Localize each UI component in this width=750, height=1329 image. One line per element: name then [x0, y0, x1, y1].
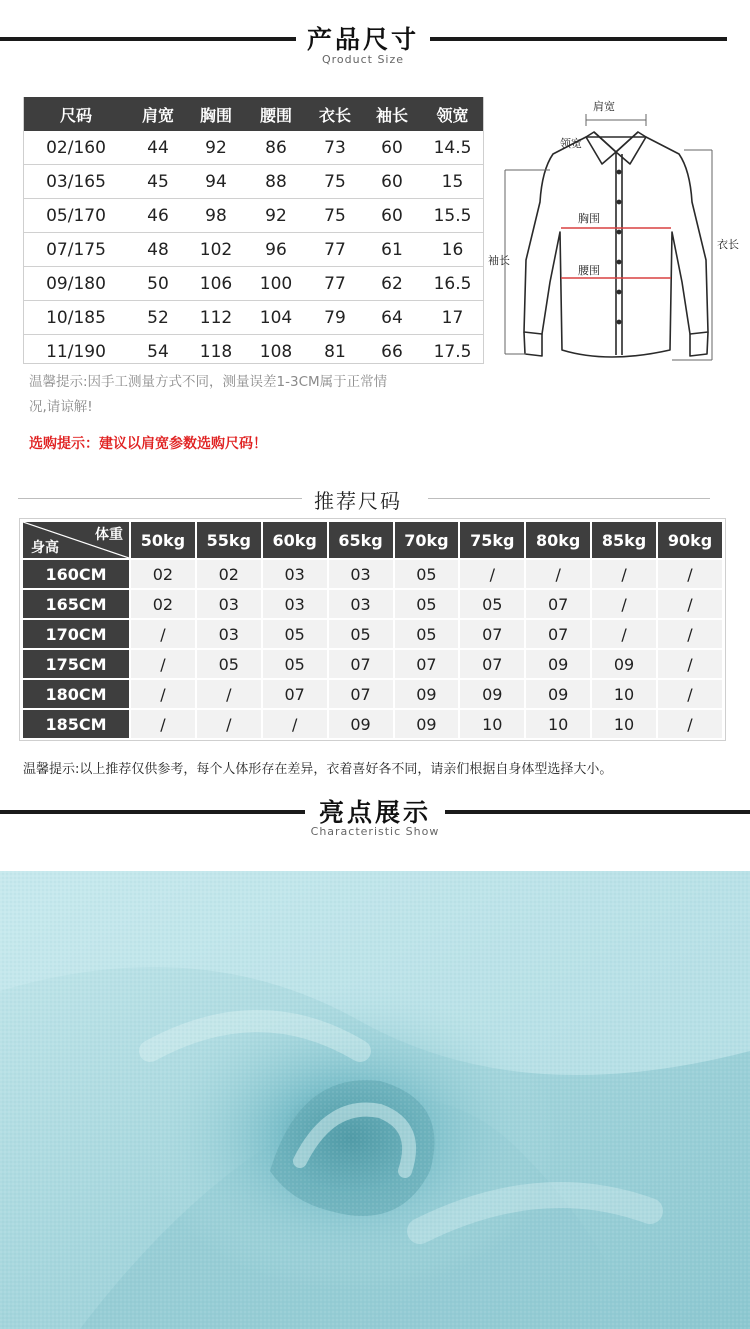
- corner-header: [23, 522, 129, 558]
- purchase-advice: 选购提示：建议以肩宽参数选购尺码！: [29, 436, 267, 452]
- table-cell: /: [658, 560, 722, 588]
- table-cell: 05/170: [23, 199, 129, 233]
- table-cell: 02: [131, 590, 195, 618]
- table-cell: 60: [363, 199, 421, 233]
- table-cell: 07: [263, 680, 327, 708]
- height-header: 180CM: [23, 680, 129, 708]
- table-cell: 03/165: [23, 165, 129, 199]
- table-cell: /: [131, 650, 195, 678]
- table-cell: 94: [187, 165, 245, 199]
- table-cell: 62: [363, 267, 421, 301]
- section-rule-right: [430, 37, 727, 41]
- table-cell: 07: [395, 650, 459, 678]
- table-cell: /: [197, 680, 261, 708]
- column-header-chest: 胸围: [187, 97, 245, 131]
- table-cell: 108: [259, 341, 293, 362]
- table-row: [23, 590, 722, 618]
- section-subtitle-highlights: Characteristic Show: [310, 825, 440, 838]
- table-cell: 05: [263, 620, 327, 648]
- column-header-shoulder: 肩宽: [129, 97, 187, 131]
- table-cell: 16: [421, 233, 484, 267]
- table-cell: /: [526, 560, 590, 588]
- recommend-table: [21, 520, 724, 740]
- table-cell: 14.5: [421, 131, 484, 165]
- size-table-header-row: [23, 97, 484, 131]
- column-header-size: 尺码: [23, 97, 129, 131]
- table-cell: /: [131, 620, 195, 648]
- table-cell: 15.5: [421, 199, 484, 233]
- table-cell: 09: [526, 680, 590, 708]
- table-cell: 05: [395, 590, 459, 618]
- weight-header: 55kg: [197, 522, 261, 558]
- table-cell: 92: [245, 199, 307, 233]
- table-cell: /: [197, 710, 261, 738]
- table-cell: 52: [129, 301, 187, 335]
- table-cell: 10/185: [23, 301, 129, 335]
- table-row: [23, 680, 722, 708]
- recommend-header-row: [23, 522, 722, 558]
- table-cell: 05: [395, 560, 459, 588]
- table-cell: /: [592, 620, 656, 648]
- table-cell: 09/180: [23, 267, 129, 301]
- table-cell: 104: [245, 301, 307, 335]
- table-cell: 17: [421, 301, 484, 335]
- table-cell: 75: [307, 199, 363, 233]
- table-cell: 05: [395, 620, 459, 648]
- table-cell: 02: [131, 560, 195, 588]
- weight-header: 75kg: [460, 522, 524, 558]
- table-cell: /: [131, 710, 195, 738]
- corner-weight-label: 体重: [95, 527, 123, 543]
- table-cell: 09: [526, 650, 590, 678]
- table-cell: /: [592, 560, 656, 588]
- table-cell: 77: [307, 267, 363, 301]
- table-cell: 09: [395, 680, 459, 708]
- column-header-collar: 领宽: [421, 97, 484, 131]
- table-cell: 60: [363, 165, 421, 199]
- fabric-detail-photo: [0, 871, 750, 1329]
- table-row: [23, 131, 484, 165]
- column-header-waist: 腰围: [245, 97, 307, 131]
- shirt-label-collar: 领宽: [560, 137, 582, 150]
- table-cell: 118: [199, 341, 233, 362]
- table-cell: 96: [245, 233, 307, 267]
- table-cell: 17.5: [433, 341, 472, 362]
- table-cell: /: [131, 680, 195, 708]
- table-cell: 46: [129, 199, 187, 233]
- table-cell: /: [658, 650, 722, 678]
- table-cell: 15: [421, 165, 484, 199]
- fabric-texture: [0, 871, 750, 1329]
- column-header-sleeve: 袖长: [363, 97, 421, 131]
- table-cell: 05: [460, 590, 524, 618]
- table-cell: /: [658, 620, 722, 648]
- recommend-rule-right: [428, 498, 710, 499]
- recommend-rule-left: [18, 498, 302, 499]
- table-cell: 48: [129, 233, 187, 267]
- column-header-length: 衣长: [307, 97, 363, 131]
- table-cell: 64: [363, 301, 421, 335]
- table-cell: 09: [329, 710, 393, 738]
- corner-height-label: 身高: [31, 540, 59, 556]
- table-row: [23, 233, 484, 267]
- section-rule-right: [445, 810, 750, 814]
- table-cell: /: [658, 680, 722, 708]
- table-cell: 09: [592, 650, 656, 678]
- table-cell: 02: [197, 560, 261, 588]
- height-header: 185CM: [23, 710, 129, 738]
- table-cell: 05: [263, 650, 327, 678]
- table-cell: 66: [381, 341, 403, 362]
- table-cell: /: [460, 560, 524, 588]
- table-cell: 112: [187, 301, 245, 335]
- shirt-label-chest: 胸围: [578, 212, 600, 225]
- table-cell: 02/160: [23, 131, 129, 165]
- weight-header: 50kg: [131, 522, 195, 558]
- table-cell: 03: [329, 560, 393, 588]
- weight-header: 65kg: [329, 522, 393, 558]
- table-row: [23, 335, 484, 369]
- table-cell: 10: [592, 680, 656, 708]
- table-cell: 07/175: [23, 233, 129, 267]
- table-row: [23, 650, 722, 678]
- size-table: [23, 97, 484, 368]
- section-title-product-size: 产品尺寸: [306, 25, 419, 54]
- table-cell: 60: [363, 131, 421, 165]
- table-cell: 03: [329, 590, 393, 618]
- table-cell: 09: [460, 680, 524, 708]
- table-cell: 73: [307, 131, 363, 165]
- shirt-illustration: [498, 92, 750, 370]
- height-header: 160CM: [23, 560, 129, 588]
- table-cell: 86: [245, 131, 307, 165]
- table-cell: 07: [460, 650, 524, 678]
- table-cell: 03: [197, 590, 261, 618]
- table-cell: 10: [526, 710, 590, 738]
- shirt-label-sleeve: 袖长: [488, 254, 510, 267]
- weight-header: 90kg: [658, 522, 722, 558]
- shirt-label-length: 衣长: [717, 238, 739, 251]
- table-cell: /: [263, 710, 327, 738]
- table-cell: 07: [460, 620, 524, 648]
- table-cell: 50: [129, 267, 187, 301]
- table-row: [23, 267, 484, 301]
- shirt-label-waist: 腰围: [578, 264, 600, 277]
- height-header: 170CM: [23, 620, 129, 648]
- table-cell: 98: [187, 199, 245, 233]
- table-cell: 03: [263, 590, 327, 618]
- measure-tip-line2: 况,请谅解!: [29, 399, 93, 415]
- table-cell: 79: [307, 301, 363, 335]
- section-title-highlights: 亮点展示: [318, 798, 431, 827]
- table-cell: /: [658, 590, 722, 618]
- table-cell: 77: [307, 233, 363, 267]
- weight-header: 80kg: [526, 522, 590, 558]
- table-cell: 106: [187, 267, 245, 301]
- table-cell: /: [592, 590, 656, 618]
- table-cell: 07: [526, 590, 590, 618]
- table-cell: 03: [263, 560, 327, 588]
- shirt-diagram: [488, 92, 750, 370]
- weight-header: 70kg: [395, 522, 459, 558]
- table-cell: 05: [329, 620, 393, 648]
- table-cell: 75: [307, 165, 363, 199]
- table-cell: 44: [129, 131, 187, 165]
- recommend-title: 推荐尺码: [314, 489, 402, 513]
- table-cell: 07: [329, 680, 393, 708]
- table-cell: 05: [197, 650, 261, 678]
- table-cell: 03: [197, 620, 261, 648]
- table-row: [23, 560, 722, 588]
- table-cell: 10: [592, 710, 656, 738]
- table-cell: 100: [245, 267, 307, 301]
- table-cell: 07: [329, 650, 393, 678]
- table-cell: 61: [363, 233, 421, 267]
- section-rule-left: [0, 810, 305, 814]
- table-cell: 09: [395, 710, 459, 738]
- table-row: [23, 301, 484, 335]
- height-header: 165CM: [23, 590, 129, 618]
- table-row: [23, 710, 722, 738]
- table-cell: 11/190: [46, 341, 106, 362]
- weight-header: 60kg: [263, 522, 327, 558]
- section-subtitle-product-size: Qroduct Size: [321, 53, 405, 66]
- table-cell: 10: [460, 710, 524, 738]
- table-cell: 102: [187, 233, 245, 267]
- table-cell: 16.5: [421, 267, 484, 301]
- weight-header: 85kg: [592, 522, 656, 558]
- table-row: [23, 199, 484, 233]
- measure-tip-line1: 温馨提示:因手工测量方式不同，测量误差1-3CM属于正常情: [29, 374, 388, 390]
- section-rule-left: [0, 37, 296, 41]
- table-cell: /: [658, 710, 722, 738]
- table-cell: 88: [245, 165, 307, 199]
- table-cell: 54: [147, 341, 169, 362]
- shirt-label-shoulder: 肩宽: [593, 100, 615, 113]
- height-header: 175CM: [23, 650, 129, 678]
- table-row: [23, 620, 722, 648]
- table-cell: 81: [324, 341, 346, 362]
- table-cell: 45: [129, 165, 187, 199]
- table-cell: 07: [526, 620, 590, 648]
- table-cell: 92: [187, 131, 245, 165]
- recommend-tip: 温馨提示:以上推荐仅供参考，每个人体形存在差异，衣着喜好各不同，请亲们根据自身体型选择大小。: [23, 762, 613, 777]
- table-row: [23, 165, 484, 199]
